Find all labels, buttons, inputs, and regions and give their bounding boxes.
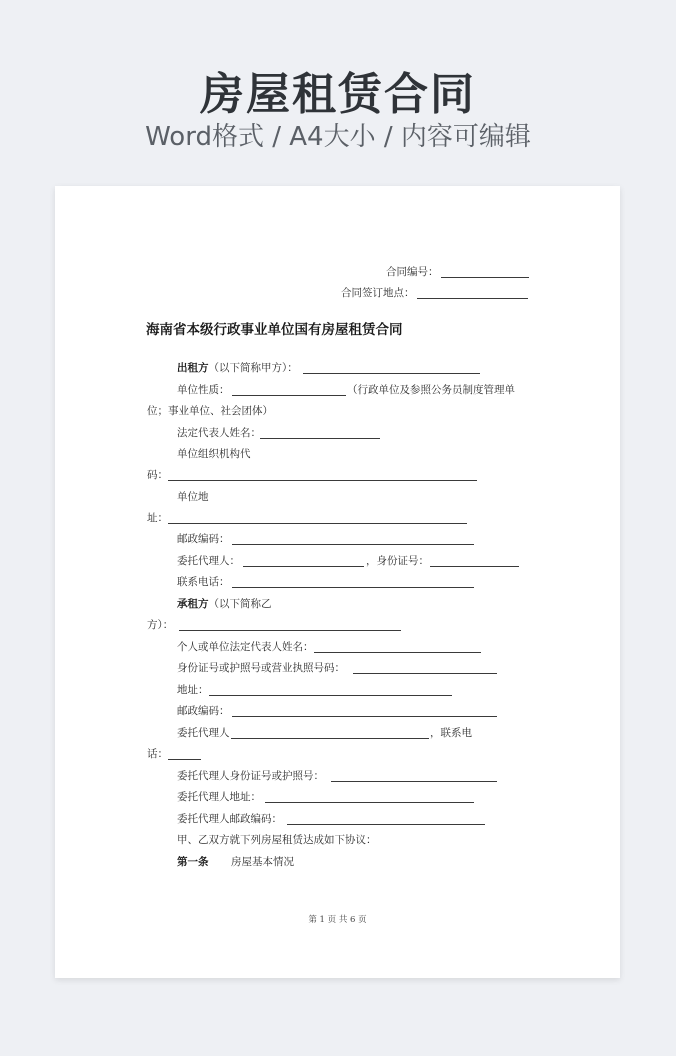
lessor-phone-label: 联系电话： [177, 576, 230, 588]
article-1-label: 第一条 [177, 856, 209, 868]
lessee-contact-field[interactable] [168, 759, 201, 760]
article-1-title: 房屋基本情况 [231, 856, 294, 868]
sign-place-field[interactable] [417, 298, 528, 299]
lessee-rep-name-field[interactable] [314, 652, 481, 653]
lessee-agent-field[interactable] [231, 738, 429, 739]
lessee-contact-label: ，联系电 [430, 727, 472, 739]
org-code-field[interactable] [168, 480, 477, 481]
lessee-id-field[interactable] [353, 673, 497, 674]
lessor-label [177, 361, 298, 375]
document-page [55, 186, 620, 978]
lessee-label-note: （以下简称乙 [208, 598, 272, 610]
lessor-agent-id-label: ，身份证号： [366, 555, 429, 567]
unit-address-label-cont: 址： [147, 512, 168, 524]
lessee-address-label: 地址： [177, 684, 209, 696]
lessee-postcode-label: 邮政编码： [177, 705, 230, 717]
unit-nature-label: 单位性质： [177, 384, 230, 396]
lessor-agent-label: 委托代理人： [177, 555, 240, 567]
lessor-name-field[interactable] [303, 373, 480, 374]
lessee-name-field[interactable] [179, 630, 401, 631]
contract-no-label: 合同编号： [386, 266, 439, 278]
unit-nature-note: （行政单位及参照公务员制度管理单 [347, 384, 515, 396]
banner-title: 房屋租赁合同 [200, 69, 476, 120]
banner-subtitle: Word格式 / A4大小 / 内容可编辑 [145, 122, 531, 152]
lessee-agent-address-label: 委托代理人地址： [177, 791, 261, 803]
contract-no-field[interactable] [441, 277, 529, 278]
lessor-postcode-label: 邮政编码： [177, 533, 230, 545]
unit-address-field[interactable] [168, 523, 467, 524]
page-footer: 第 1 页 共 6 页 [308, 915, 367, 925]
lessee-agent-postcode-field[interactable] [287, 824, 485, 825]
lessee-agent-address-field[interactable] [265, 802, 474, 803]
legal-rep-label: 法定代表人姓名： [177, 427, 261, 439]
lessee-agent-id-label: 委托代理人身份证号或护照号： [177, 770, 324, 782]
lessee-agent-label: 委托代理人 [177, 727, 230, 739]
org-code-label-cont: 码： [147, 469, 168, 481]
lessor-label-note: （以下简称甲方）： [208, 362, 298, 374]
lessee-label-cont: 方）： [147, 619, 174, 631]
lessee-postcode-field[interactable] [232, 716, 497, 717]
legal-rep-field[interactable] [260, 438, 380, 439]
lessee-label-bold: 承租方 [177, 598, 209, 610]
lessee-address-field[interactable] [209, 695, 452, 696]
lessee-contact-label-cont: 话： [147, 748, 168, 760]
lessee-id-label: 身份证号或护照号或营业执照号码： [177, 662, 345, 674]
lessee-agent-postcode-label: 委托代理人邮政编码： [177, 813, 282, 825]
lessee-agent-id-field[interactable] [331, 781, 497, 782]
org-code-label: 单位组织机构代 [177, 448, 251, 460]
lessee-rep-name-label: 个人或单位法定代表人姓名： [177, 641, 314, 653]
unit-nature-field[interactable] [232, 395, 346, 396]
lessor-agent-id-field[interactable] [430, 566, 519, 567]
lessor-phone-field[interactable] [232, 587, 474, 588]
unit-nature-note-cont: 位；事业单位、社会团体） [147, 405, 273, 417]
unit-address-label: 单位地 [177, 491, 209, 503]
document-title: 海南省本级行政事业单位国有房屋租赁合同 [146, 322, 403, 338]
lessor-agent-field[interactable] [243, 566, 364, 567]
agreement-text: 甲、乙双方就下列房屋租赁达成如下协议： [177, 834, 377, 846]
lessor-postcode-field[interactable] [232, 544, 474, 545]
lessor-label-bold: 出租方 [177, 362, 209, 374]
sign-place-label: 合同签订地点： [341, 287, 415, 299]
lessee-label [177, 597, 272, 611]
